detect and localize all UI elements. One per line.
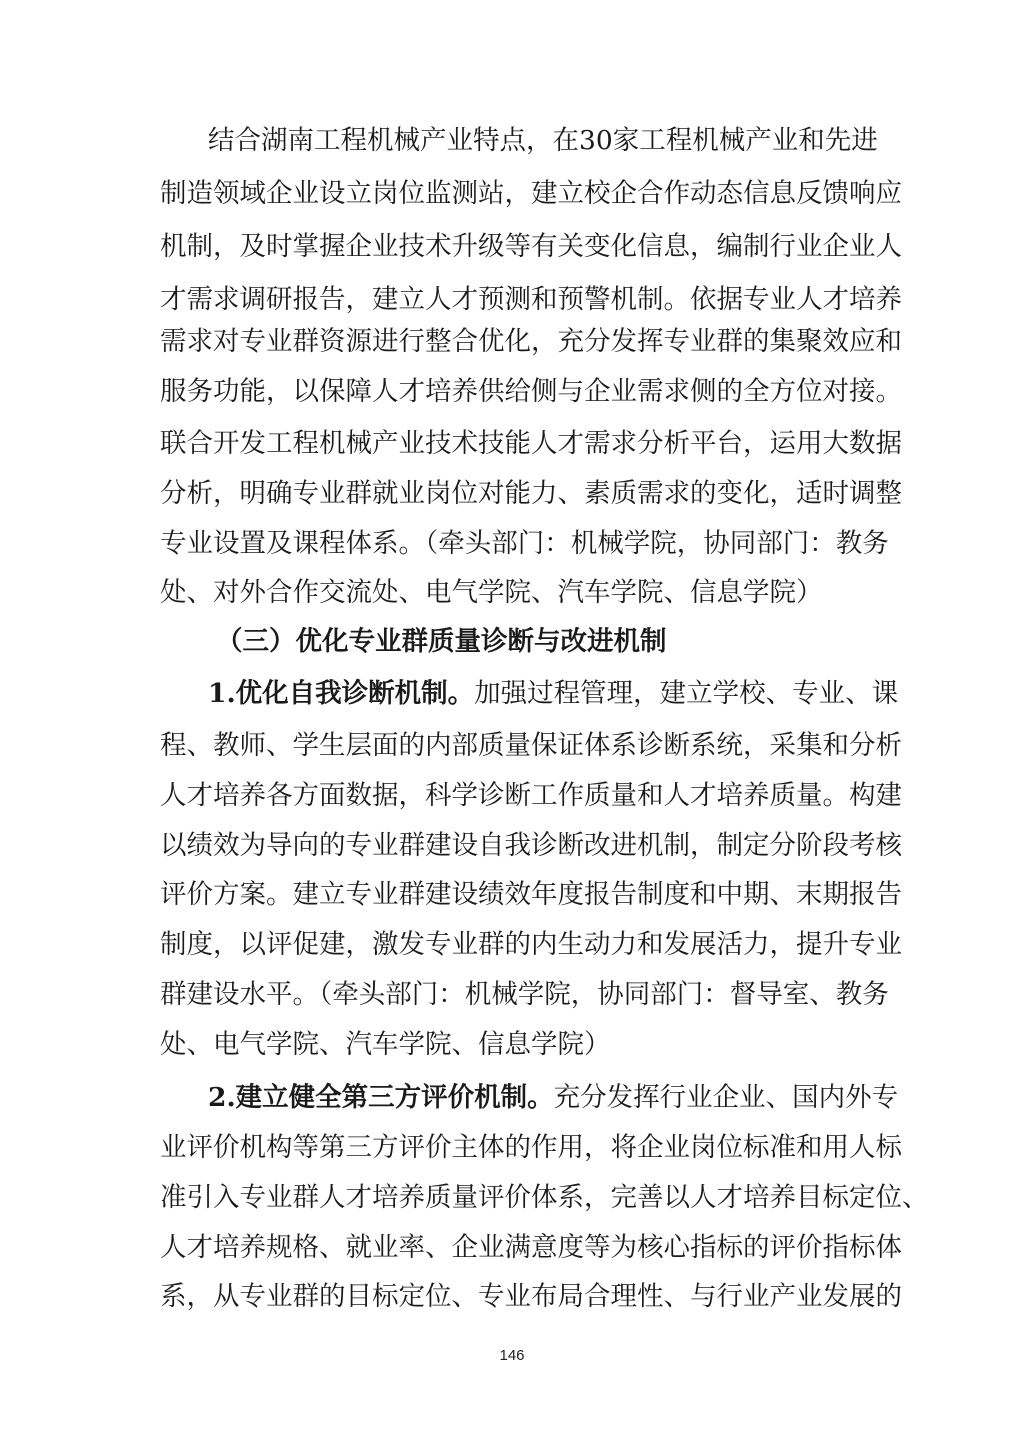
paragraph-1-line-10: 处、对外合作交流处、电气学院、汽车学院、信息学院） bbox=[160, 577, 823, 608]
paragraph-1-line-1: 结合湖南工程机械产业特点，在30家工程机械产业和先进 bbox=[208, 125, 878, 156]
page-number: 146 bbox=[499, 1347, 525, 1364]
paragraph-3-line-1 bbox=[208, 1081, 899, 1115]
paragraph-2-line-8: 处、电气学院、汽车学院、信息学院） bbox=[160, 1029, 611, 1060]
paragraph-2-line-3: 人才培养各方面数据，科学诊断工作质量和人才培养质量。构建 bbox=[160, 780, 902, 811]
paragraph-2-line-7: 群建设水平。（牵头部门：机械学院，协同部门：督导室、教务 bbox=[160, 979, 889, 1010]
paragraph-1-line-5: 需求对专业群资源进行整合优化，充分发挥专业群的集聚效应和 bbox=[160, 326, 902, 357]
paragraph-2-line-6: 制度，以评促建，激发专业群的内生动力和发展活力，提升专业 bbox=[160, 929, 902, 960]
paragraph-3-bold-lead: 2.建立健全第三方评价机制。 bbox=[208, 1082, 554, 1113]
paragraph-1-line-9: 专业设置及课程体系。（牵头部门：机械学院，协同部门：教务 bbox=[160, 528, 889, 559]
paragraph-2-bold-lead: 1.优化自我诊断机制。 bbox=[208, 678, 475, 709]
paragraph-1-line-8: 分析，明确专业群就业岗位对能力、素质需求的变化，适时调整 bbox=[160, 478, 902, 509]
section-heading: （三）优化专业群质量诊断与改进机制 bbox=[216, 626, 667, 657]
paragraph-2-first-rest: 加强过程管理，建立学校、专业、课 bbox=[474, 678, 899, 709]
paragraph-2-line-4: 以绩效为导向的专业群建设自我诊断改进机制，制定分阶段考核 bbox=[160, 830, 902, 861]
paragraph-3-line-3: 准引入专业群人才培养质量评价体系，完善以人才培养目标定位、 bbox=[160, 1182, 929, 1213]
paragraph-3-line-4: 人才培养规格、就业率、企业满意度等为核心指标的评价指标体 bbox=[160, 1232, 902, 1263]
paragraph-3-first-rest: 充分发挥行业企业、国内外专 bbox=[553, 1082, 899, 1113]
paragraph-2-line-1 bbox=[208, 677, 899, 711]
paragraph-3-line-5: 系，从专业群的目标定位、专业布局合理性、与行业产业发展的 bbox=[160, 1281, 902, 1312]
paragraph-1-line-4: 才需求调研报告，建立人才预测和预警机制。依据专业人才培养 bbox=[160, 284, 902, 315]
paragraph-1-line-6: 服务功能，以保障人才培养供给侧与企业需求侧的全方位对接。 bbox=[160, 376, 902, 407]
paragraph-1-line-3: 机制，及时掌握企业技术升级等有关变化信息，编制行业企业人 bbox=[160, 231, 902, 262]
paragraph-2-line-5: 评价方案。建立专业群建设绩效年度报告制度和中期、末期报告 bbox=[160, 879, 902, 910]
paragraph-1-line-7: 联合开发工程机械产业技术技能人才需求分析平台，运用大数据 bbox=[160, 428, 902, 459]
paragraph-3-line-2: 业评价机构等第三方评价主体的作用，将企业岗位标准和用人标 bbox=[160, 1132, 902, 1163]
paragraph-1-line-2: 制造领域企业设立岗位监测站，建立校企合作动态信息反馈响应 bbox=[160, 178, 902, 209]
paragraph-2-line-2: 程、教师、学生层面的内部质量保证体系诊断系统，采集和分析 bbox=[160, 730, 902, 761]
